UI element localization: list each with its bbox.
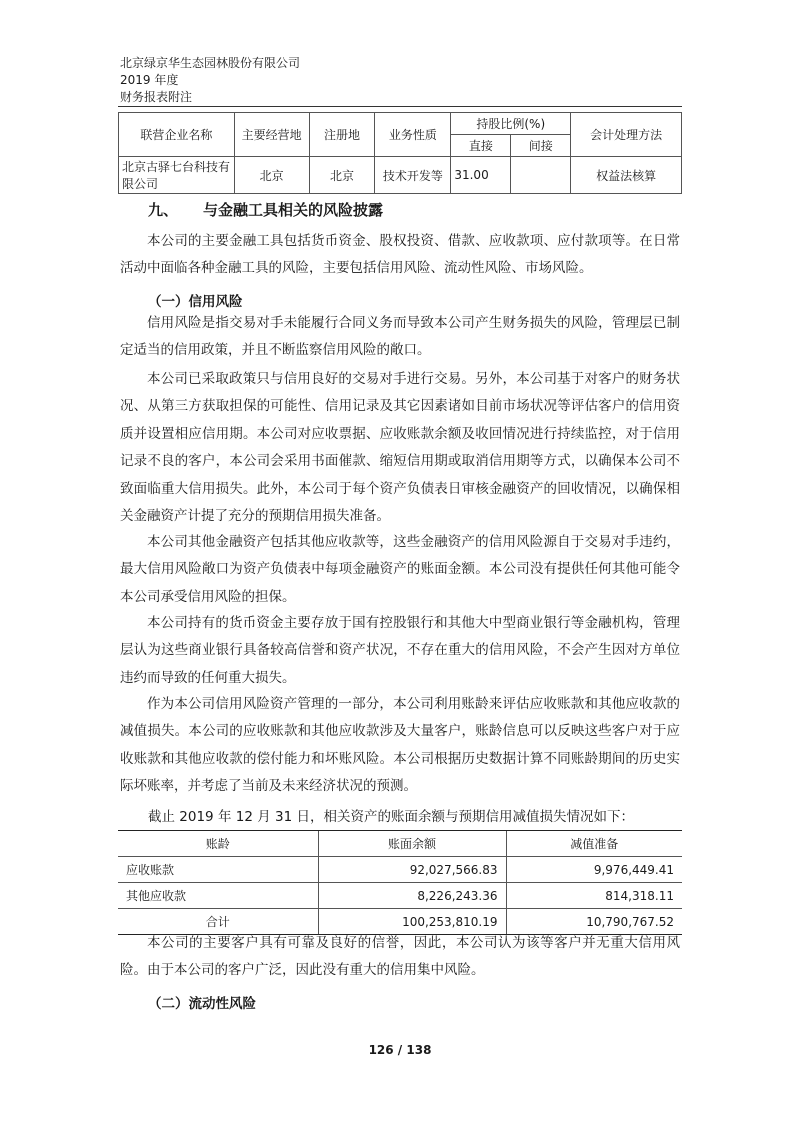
col-header-nature: 业务性质 xyxy=(375,113,451,157)
subheading-liquidity-risk: （二）流动性风险 xyxy=(148,996,256,1012)
section-heading xyxy=(148,199,383,220)
col-header-method: 会计处理方法 xyxy=(571,113,682,157)
cell-direct: 31.00 xyxy=(451,157,511,194)
header-divider xyxy=(118,106,682,107)
cell-method: 权益法核算 xyxy=(571,157,682,194)
cell-indirect xyxy=(511,157,571,194)
report-year: 2019 年度 xyxy=(120,73,179,87)
paragraph-credit-policy: 本公司已采取政策只与信用良好的交易对手进行交易。另外，本公司基于对客户的财务状况、从第三方获取担保的可能性、信用记录及其它因素诸如目前市场状况等评估客户的信用资质并设置相应信用期。本公司对应收票据、应收账款余额及收回情况进行持续监控，对于信用记录不良的客户，本公司会采用书面催款、缩短信用期或取消信用期等方式，以确保本公司不致面临重大信用损失。此外，本公司于每个资产负债表日审核金融资产的回收情况，以确保相关金融资产计提了充分的预期信用损失准备。 xyxy=(120,371,680,525)
section-number: 九、 xyxy=(148,201,179,219)
cell-provision: 9,976,449.41 xyxy=(506,857,682,883)
paragraph-intro: 本公司的主要金融工具包括货币资金、股权投资、借款、应收款项、应付款项等。在日常活动中面临各种金融工具的风险，主要包括信用风险、流动性风险、市场风险。 xyxy=(120,233,680,277)
paragraph-other-assets: 本公司其他金融资产包括其他应收款等，这些金融资产的信用风险源自于交易对手违约，最大信用风险敞口为资产负债表中每项金融资产的账面金额。本公司没有提供任何其他可能令本公司承受信用风险的担保。 xyxy=(120,534,680,605)
table-header-row xyxy=(118,831,682,857)
aging-table xyxy=(118,830,682,935)
col-header-indirect: 间接 xyxy=(511,135,571,157)
cell-total-label: 合计 xyxy=(118,909,318,935)
table-row xyxy=(118,883,682,909)
table-header-row xyxy=(119,113,682,135)
col-header-provision: 减值准备 xyxy=(506,831,682,857)
table-row xyxy=(118,857,682,883)
document-title: 财务报表附注 xyxy=(120,90,193,104)
paragraph-credit-definition: 信用风险是指交易对手未能履行合同义务而导致本公司产生财务损失的风险，管理层已制定适当的信用政策，并且不断监察信用风险的敞口。 xyxy=(120,315,680,359)
company-name: 北京绿京华生态园林股份有限公司 xyxy=(120,56,301,70)
col-header-balance: 账面余额 xyxy=(318,831,506,857)
page-number: 126 / 138 xyxy=(368,1043,432,1057)
col-header-registered: 注册地 xyxy=(309,113,375,157)
cell-balance: 92,027,566.83 xyxy=(318,857,506,883)
cell-total-balance: 100,253,810.19 xyxy=(318,909,506,935)
cell-item: 应收账款 xyxy=(118,857,318,883)
col-header-share: 持股比例(%) xyxy=(451,113,571,135)
col-header-name: 联营企业名称 xyxy=(119,113,235,157)
section-title: 与金融工具相关的风险披露 xyxy=(203,201,384,219)
paragraph-customers: 本公司的主要客户具有可靠及良好的信誉，因此，本公司认为该等客户并无重大信用风险。由于本公司的客户广泛，因此没有重大的信用集中风险。 xyxy=(120,935,680,979)
cell-name: 北京古驿七台科技有限公司 xyxy=(119,157,235,194)
col-header-direct: 直接 xyxy=(451,135,511,157)
cell-total-provision: 10,790,767.52 xyxy=(506,909,682,935)
paragraph-monetary-funds: 本公司持有的货币资金主要存放于国有控股银行和其他大中型商业银行等金融机构，管理层认为这些商业银行具备较高信誉和资产状况，不存在重大的信用风险，不会产生因对方单位违约而导致的任何重大损失。 xyxy=(120,615,680,686)
subheading-credit-risk: （一）信用风险 xyxy=(148,294,243,310)
table-intro-text: 截止 2019 年 12 月 31 日，相关资产的账面余额与预期信用减值损失情况如下： xyxy=(148,809,634,825)
cell-item: 其他应收款 xyxy=(118,883,318,909)
cell-balance: 8,226,243.36 xyxy=(318,883,506,909)
cell-registered: 北京 xyxy=(309,157,375,194)
cell-place: 北京 xyxy=(234,157,309,194)
cell-nature: 技术开发等 xyxy=(375,157,451,194)
col-header-aging: 账龄 xyxy=(118,831,318,857)
paragraph-aging: 作为本公司信用风险资产管理的一部分，本公司利用账龄来评估应收账款和其他应收款的减值损失。本公司的应收账款和其他应收款涉及大量客户，账龄信息可以反映这些客户对于应收账款和其他应收款的偿付能力和坏账风险。本公司根据历史数据计算不同账龄期间的历史实际坏账率，并考虑了当前及未来经济状况的预测。 xyxy=(120,696,680,795)
cell-provision: 814,318.11 xyxy=(506,883,682,909)
affiliate-table xyxy=(118,112,682,194)
table-row xyxy=(119,157,682,194)
page-header xyxy=(120,55,300,106)
col-header-place: 主要经营地 xyxy=(234,113,309,157)
